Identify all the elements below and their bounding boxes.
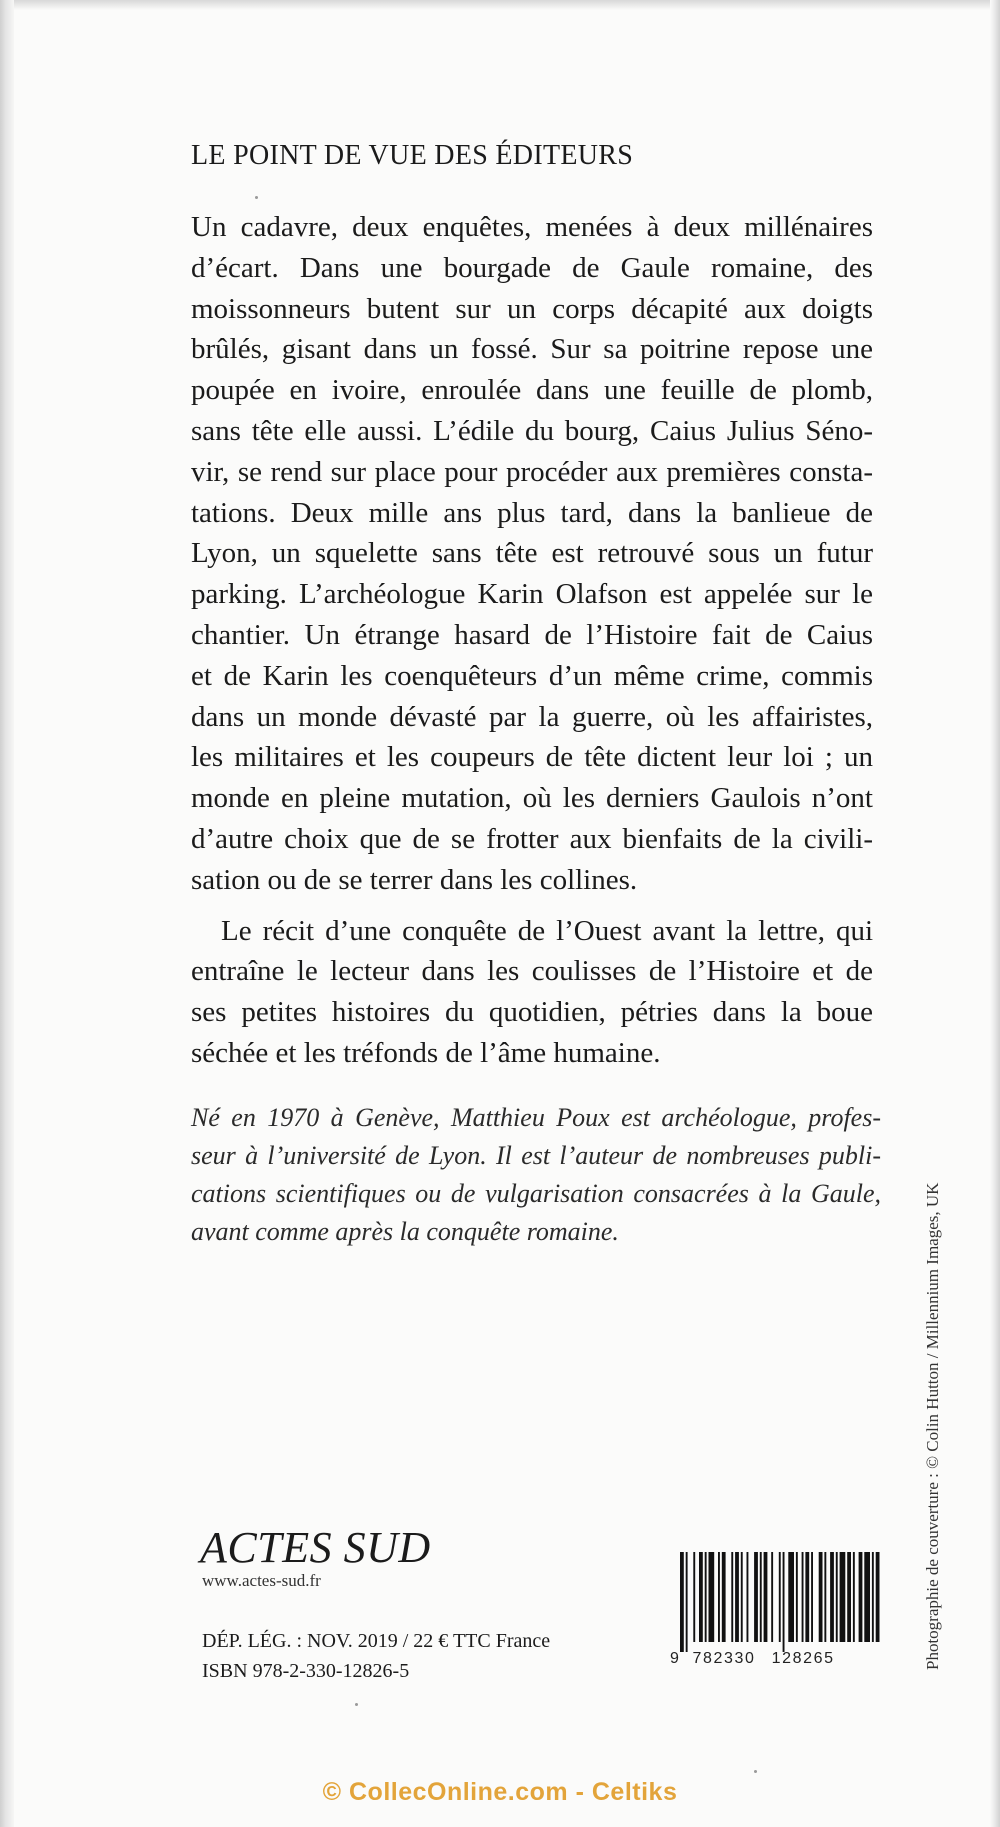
- barcode-bar: [699, 1552, 703, 1642]
- barcode-bar: [735, 1552, 739, 1642]
- barcode-bar: [764, 1552, 768, 1642]
- blurb-line: sans tête elle aussi. L’édile du bourg, Caius Julius Séno-: [191, 414, 873, 447]
- paper-speck: [255, 196, 258, 199]
- barcode-bar: [864, 1552, 870, 1642]
- blurb-paragraph-1: [191, 207, 873, 901]
- barcode-bar: [819, 1552, 823, 1642]
- blurb-line: moissonneurs butent sur un corps décapité aux doigts: [191, 292, 873, 325]
- publisher-logo: ACTES SUD: [200, 1523, 431, 1572]
- barcode-bar: [788, 1552, 794, 1642]
- blurb-line: tations. Deux mille ans plus tard, dans la banlieue de: [191, 496, 873, 529]
- paper-speck: [355, 1703, 358, 1706]
- barcode-bar: [754, 1552, 758, 1642]
- blurb-line: monde en pleine mutation, où les derniers Gaulois n’ont: [191, 782, 873, 815]
- barcode-bar: [722, 1552, 726, 1642]
- blurb-line: chantier. Un étrange hasard de l’Histoire fait de Caius: [191, 618, 873, 651]
- photo-credit: Photographie de couverture : © Colin Hutton / Millennium Images, UK: [923, 1182, 942, 1670]
- author-bio: [191, 1099, 881, 1251]
- blurb-line: sation ou de se terrer dans les collines.: [191, 863, 638, 896]
- barcode-right-group: 128265: [771, 1650, 835, 1667]
- barcode-bar: [779, 1552, 781, 1642]
- watermark: © CollecOnline.com - Celtiks: [322, 1778, 678, 1806]
- barcode-bar: [741, 1552, 743, 1642]
- bio-line: avant comme après la conquête romaine.: [191, 1217, 619, 1246]
- barcode-bar: [686, 1552, 688, 1652]
- blurb-line: vir, se rend sur place pour procéder aux premières consta-: [191, 455, 873, 488]
- blurb-line: parking. L’archéologue Karin Olafson est appelée sur le: [191, 578, 873, 611]
- blurb-line: entraîne le lecteur dans les coulisses de l’Histoire et de: [191, 955, 873, 988]
- paper-speck: [754, 1770, 757, 1773]
- blurb-line: les militaires et les coupeurs de tête dictent leur loi ; un: [191, 741, 873, 774]
- barcode-bar: [859, 1552, 863, 1642]
- barcode-bar: [802, 1552, 804, 1642]
- barcode-bar: [876, 1552, 880, 1642]
- section-title: LE POINT DE VUE DES ÉDITEURS: [191, 140, 634, 171]
- barcode-bar: [805, 1552, 809, 1642]
- barcode-bar: [824, 1552, 826, 1642]
- barcode-bar: [840, 1552, 846, 1642]
- barcode-bar: [680, 1552, 684, 1652]
- barcode-bar: [811, 1552, 813, 1642]
- blurb-line: Lyon, un squelette sans tête est retrouvé sous un futur: [191, 537, 873, 570]
- barcode: [672, 1552, 884, 1672]
- blurb-line: et de Karin les coenquêteurs d’un même crime, commis: [191, 659, 873, 692]
- barcode-bar: [853, 1552, 855, 1642]
- barcode-digits: [670, 1650, 884, 1668]
- legal-deposit: DÉP. LÉG. : NOV. 2019 / 22 € TTC France: [202, 1630, 551, 1652]
- barcode-bar: [705, 1552, 707, 1642]
- scan-edge-left: [0, 0, 14, 1827]
- bio-line: cations scientifiques ou de vulgarisation consacrées à la Gaule,: [191, 1179, 881, 1208]
- scan-edge-top: [0, 0, 1000, 10]
- barcode-bar: [836, 1552, 838, 1642]
- barcode-first-digit: 9: [670, 1650, 681, 1667]
- blurb-line: ses petites histoires du quotidien, pétries dans la boue: [191, 996, 873, 1029]
- blurb-line: dans un monde dévasté par la guerre, où les affairistes,: [191, 700, 873, 733]
- isbn: ISBN 978-2-330-12826-5: [202, 1660, 410, 1682]
- bio-line: seur à l’université de Lyon. Il est l’auteur de nombreuses publi-: [191, 1141, 881, 1170]
- blurb-paragraph-2: [191, 911, 873, 1074]
- barcode-bar: [760, 1552, 762, 1642]
- barcode-bars: [672, 1552, 884, 1652]
- barcode-bar: [709, 1552, 715, 1642]
- barcode-bar: [731, 1552, 733, 1642]
- legal-info: [202, 1626, 550, 1686]
- scan-edge-right: [990, 0, 1000, 1827]
- blurb-line: séchée et les tréfonds de l’âme humaine.: [191, 1036, 661, 1069]
- blurb: [191, 207, 873, 1074]
- barcode-bar: [872, 1552, 874, 1642]
- blurb-line: poupée en ivoire, enroulée dans une feuille de plomb,: [191, 374, 873, 407]
- bio-line: Né en 1970 à Genève, Matthieu Poux est archéologue, profes-: [191, 1103, 881, 1132]
- blurb-line: Le récit d’une conquête de l’Ouest avant la lettre, qui: [221, 914, 873, 947]
- barcode-bar: [718, 1552, 720, 1642]
- blurb-line: brûlés, gisant dans un fossé. Sur sa poitrine repose une: [191, 333, 873, 366]
- barcode-bar: [771, 1552, 773, 1642]
- barcode-bar: [830, 1552, 834, 1642]
- barcode-bar: [747, 1552, 749, 1642]
- blurb-line: d’autre choix que de se frotter aux bienfaits de la civili-: [191, 822, 873, 855]
- blurb-line: d’écart. Dans une bourgade de Gaule romaine, des: [191, 251, 873, 284]
- barcode-bar: [796, 1552, 798, 1642]
- blurb-line: Un cadavre, deux enquêtes, menées à deux millénaires: [191, 211, 873, 243]
- barcode-left-group: 782330: [692, 1650, 756, 1667]
- barcode-bar: [693, 1552, 695, 1642]
- publisher-website: www.actes-sud.fr: [202, 1571, 321, 1590]
- barcode-bar: [847, 1552, 851, 1642]
- barcode-bar: [783, 1552, 785, 1652]
